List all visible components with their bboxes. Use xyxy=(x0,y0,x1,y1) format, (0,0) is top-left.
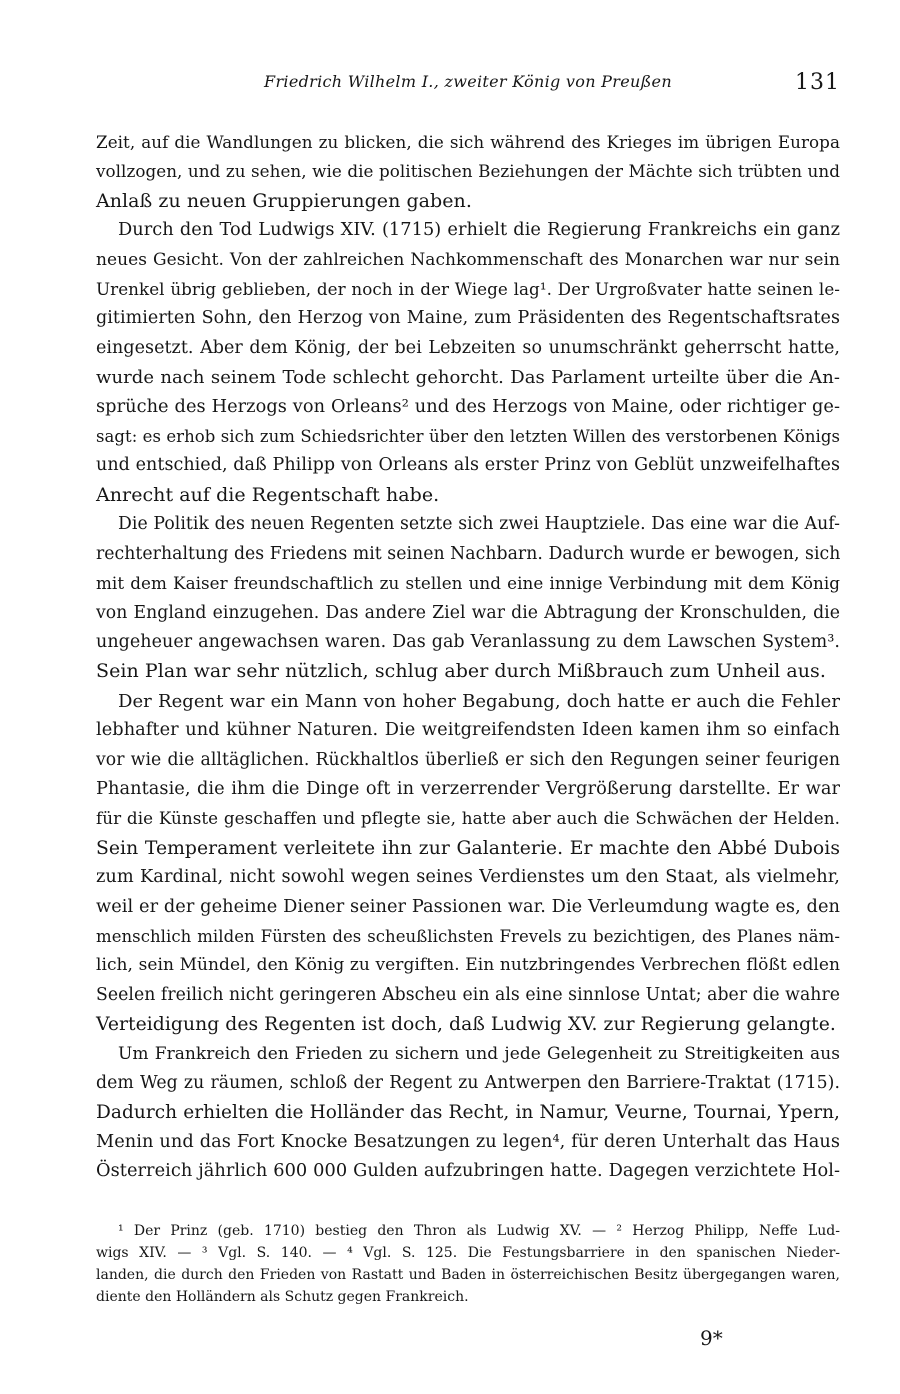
text-line: wurde nach seinem Tode schlecht gehorcht. Das Parlament urteilte über die An- xyxy=(96,367,840,389)
text-line: Urenkel übrig geblieben, der noch in der Wiege lag¹. Der Urgroßvater hatte seinen le- xyxy=(96,279,840,300)
text-line: Dadurch erhielten die Holländer das Recht, in Namur, Veurne, Tournai, Ypern, xyxy=(96,1102,840,1124)
text-line: mit dem Kaiser freundschaftlich zu stellen und eine innige Verbindung mit dem König xyxy=(96,573,840,594)
page-number: 131 xyxy=(795,70,840,95)
text-line: vor wie die alltäglichen. Rückhaltlos überließ er sich den Regungen seiner feurigen xyxy=(96,749,840,770)
text-line: sagt: es erhob sich zum Schiedsrichter über den letzten Willen des verstorbenen Königs xyxy=(96,427,840,447)
footnote-line: landen, die durch den Frieden von Rastatt und Baden in österreichischen Besitz übergegangen waren, xyxy=(96,1267,840,1283)
text-line: Verteidigung des Regenten ist doch, daß Ludwig XV. zur Regierung gelangte. xyxy=(96,1014,836,1036)
text-line: vollzogen, und zu sehen, wie die politischen Beziehungen der Mächte sich trübten und xyxy=(96,161,840,182)
footnotes xyxy=(96,1220,840,1308)
paragraph xyxy=(96,687,840,1040)
text-line: sprüche des Herzogs von Orleans² und des Herzogs von Maine, oder richtiger ge- xyxy=(96,396,840,417)
footnote-line: ¹ Der Prinz (geb. 1710) bestieg den Thron als Ludwig XV. — ² Herzog Philipp, Neffe Lud- xyxy=(118,1223,840,1239)
text-line: und entschied, daß Philipp von Orleans als erster Prinz von Geblüt unzweifelhaftes xyxy=(96,455,840,476)
text-line: zum Kardinal, nicht sowohl wegen seines Verdienstes um den Staat, als vielmehr, xyxy=(96,867,840,888)
text-line: Zeit, auf die Wandlungen zu blicken, die sich während des Krieges im übrigen Europa xyxy=(96,132,840,152)
text-line: Anlaß zu neuen Gruppierungen gaben. xyxy=(96,189,472,212)
text-line: ungeheuer angewachsen waren. Das gab Veranlassung zu dem Lawschen System³. xyxy=(96,631,840,652)
text-line: eingesetzt. Aber dem König, der bei Lebzeiten so unumschränkt geherrscht hatte, xyxy=(96,337,840,358)
paragraph xyxy=(96,216,840,510)
text-line: rechterhaltung des Friedens mit seinen Nachbarn. Dadurch wurde er bewogen, sich xyxy=(96,543,841,564)
text-line: lebhafter und kühner Naturen. Die weitgreifendsten Ideen kamen ihm so einfach xyxy=(96,720,840,741)
footnote-line: diente den Holländern als Schutz gegen Frankreich. xyxy=(96,1289,469,1305)
running-title: Friedrich Wilhelm I., zweiter König von Preußen xyxy=(264,72,672,91)
text-line: für die Künste geschaffen und pflegte sie, hatte aber auch die Schwächen der Helden. xyxy=(96,808,840,829)
text-line: dem Weg zu räumen, schloß der Regent zu Antwerpen den Barriere-Traktat (1715). xyxy=(96,1073,840,1093)
text-line: menschlich milden Fürsten des scheußlichsten Frevels zu bezichtigen, des Planes näm- xyxy=(96,926,840,946)
text-line: von England einzugehen. Das andere Ziel war die Abtragung der Kronschulden, die xyxy=(96,602,840,623)
footnote-line: wigs XIV. — ³ Vgl. S. 140. — ⁴ Vgl. S. 125. Die Festungsbarriere in den spanischen Nieder- xyxy=(96,1245,840,1261)
text-line: Die Politik des neuen Regenten setzte sich zwei Hauptziele. Das eine war die Auf- xyxy=(118,514,840,535)
text-line: Um Frankreich den Frieden zu sichern und jede Gelegenheit zu Streitigkeiten aus xyxy=(118,1043,840,1064)
text-line: gitimierten Sohn, den Herzog von Maine, zum Präsidenten des Regentschaftsrates xyxy=(96,308,840,329)
text-line: Anrecht auf die Regentschaft habe. xyxy=(96,483,440,506)
text-line: Phantasie, die ihm die Dinge oft in verzerrender Vergrößerung darstellte. Er war xyxy=(96,778,840,799)
text-line: Der Regent war ein Mann von hoher Begabung, doch hatte er auch die Fehler xyxy=(118,690,840,712)
text-line: lich, sein Mündel, den König zu vergiften. Ein nutzbringendes Verbrechen flößt edlen xyxy=(96,955,840,976)
page-header xyxy=(96,72,840,102)
text-line: Sein Temperament verleitete ihn zur Galanterie. Er machte den Abbé Dubois xyxy=(96,837,840,859)
text-line: Österreich jährlich 600 000 Gulden aufzubringen hatte. Dagegen verzichtete Hol- xyxy=(96,1161,840,1182)
paragraph xyxy=(96,510,840,686)
text-line: Seelen freilich nicht geringeren Abscheu ein als eine sinnlose Untat; aber die wahre xyxy=(96,984,840,1005)
text-line: Menin und das Fort Knocke Besatzungen zu legen⁴, für deren Unterhalt das Haus xyxy=(96,1131,840,1152)
text-line: Durch den Tod Ludwigs XIV. (1715) erhielt die Regierung Frankreichs ein ganz xyxy=(118,220,840,241)
paragraph xyxy=(96,1040,840,1187)
body-text xyxy=(96,128,840,1187)
text-line: weil er der geheime Diener seiner Passionen war. Die Verleumdung wagte es, den xyxy=(96,896,840,917)
paragraph xyxy=(96,128,840,216)
text-line: Sein Plan war sehr nützlich, schlug aber durch Mißbrauch zum Unheil aus. xyxy=(96,660,826,683)
text-line: neues Gesicht. Von der zahlreichen Nachkommenschaft des Monarchen war nur sein xyxy=(96,249,840,270)
signature-mark: 9* xyxy=(700,1326,723,1350)
